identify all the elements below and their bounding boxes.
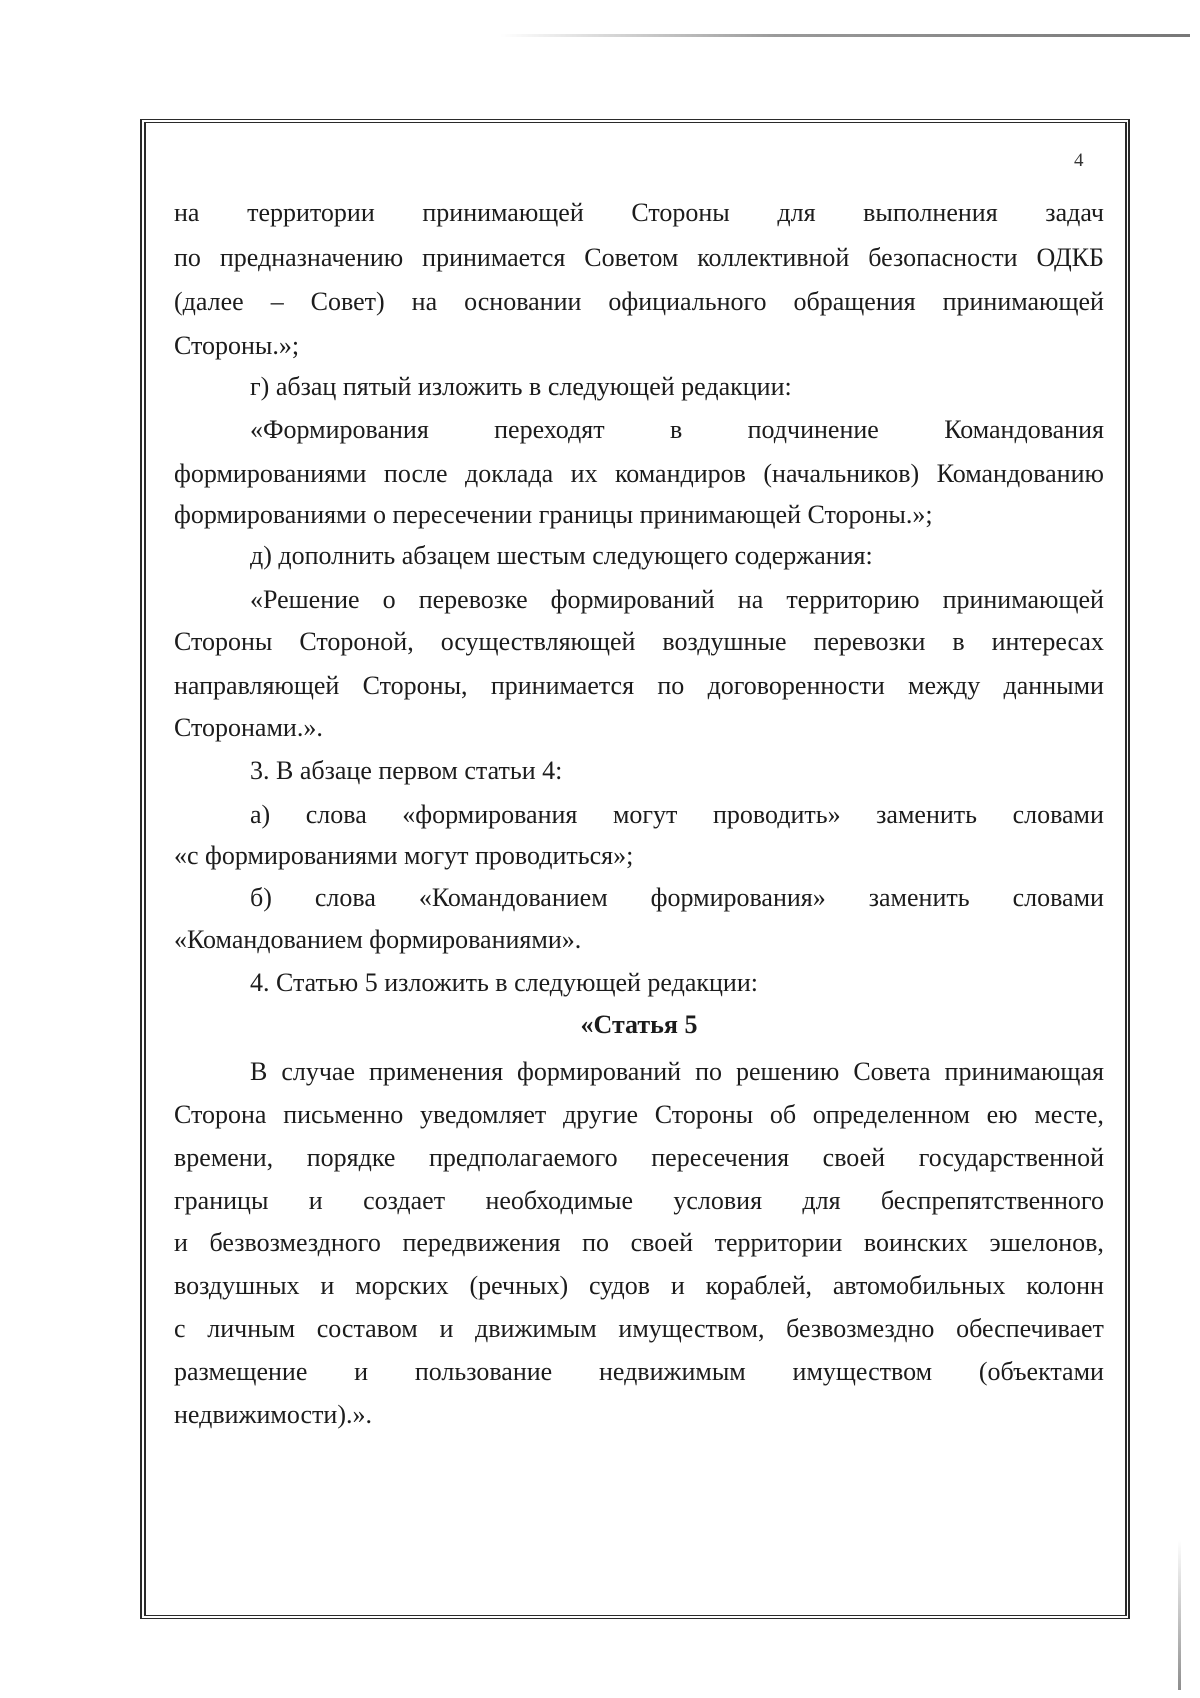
text-line: направляющей Стороны, принимается по договоренности между данными <box>174 671 1104 700</box>
text-line: В случае применения формирований по решению Совета принимающая <box>250 1057 1104 1086</box>
text-line: «с формированиями могут проводиться»; <box>174 841 634 870</box>
text-line: границы и создает необходимые условия для беспрепятственного <box>174 1186 1104 1215</box>
text-line: «Командованием формированиями». <box>174 925 582 954</box>
text-line: недвижимости).». <box>174 1400 372 1429</box>
text-line: б) слова «Командованием формирования» заменить словами <box>250 883 1104 912</box>
text-line: Стороны.»; <box>174 331 300 360</box>
text-line: времени, порядке предполагаемого пересечения своей государственной <box>174 1143 1104 1172</box>
text-line: формированиями о пересечении границы принимающей Стороны.»; <box>174 500 933 529</box>
text-line: «Формирования переходят в подчинение Командования <box>250 415 1104 444</box>
text-line: на территории принимающей Стороны для выполнения задач <box>174 198 1104 227</box>
text-line: «Статья 5 <box>580 1010 698 1039</box>
text-line: по предназначению принимается Советом коллективной безопасности ОДКБ <box>174 243 1104 272</box>
text-line: с личным составом и движимым имуществом, безвозмездно обеспечивает <box>174 1314 1104 1343</box>
text-line: Стороны Стороной, осуществляющей воздушные перевозки в интересах <box>174 627 1104 656</box>
text-line: д) дополнить абзацем шестым следующего содержания: <box>250 541 873 570</box>
text-line: (далее – Совет) на основании официального обращения принимающей <box>174 287 1104 316</box>
text-line: г) абзац пятый изложить в следующей редакции: <box>250 372 792 401</box>
text-line: Сторонами.». <box>174 713 323 742</box>
text-line: формированиями после доклада их командиров (начальников) Командованию <box>174 459 1104 488</box>
text-line: 4. Статью 5 изложить в следующей редакции: <box>250 968 758 997</box>
page-number: 4 <box>1074 150 1084 171</box>
scan-edge-top <box>500 34 1190 37</box>
text-line: Сторона письменно уведомляет другие Стороны об определенном ею месте, <box>174 1100 1104 1129</box>
text-line: размещение и пользование недвижимым имуществом (объектами <box>174 1357 1104 1386</box>
text-line: а) слова «формирования могут проводить» заменить словами <box>250 800 1104 829</box>
text-line: воздушных и морских (речных) судов и кораблей, автомобильных колонн <box>174 1271 1104 1300</box>
text-line: «Решение о перевозке формирований на территорию принимающей <box>250 585 1104 614</box>
text-line: 3. В абзаце первом статьи 4: <box>250 756 563 785</box>
text-line: и безвозмездного передвижения по своей территории воинских эшелонов, <box>174 1228 1104 1257</box>
scan-edge-right <box>1178 1540 1181 1690</box>
